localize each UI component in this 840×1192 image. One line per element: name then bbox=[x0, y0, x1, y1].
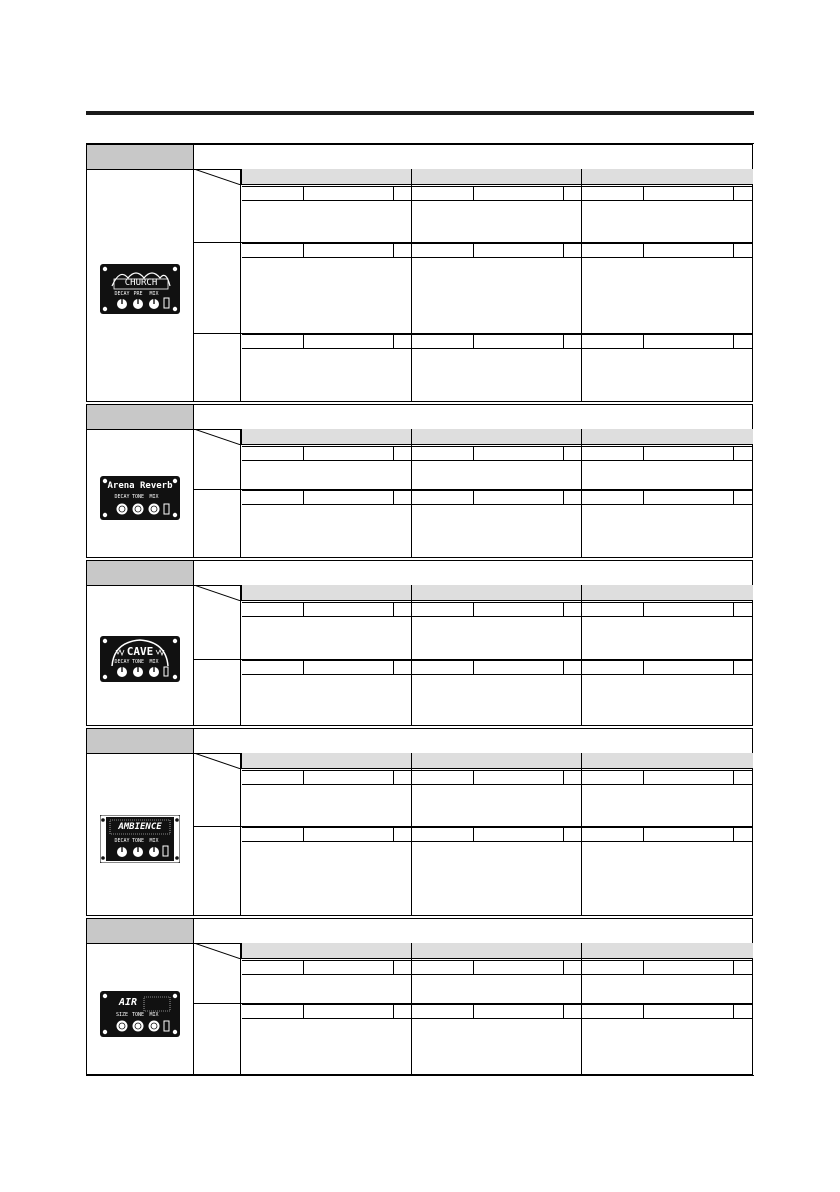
param-range-cell bbox=[644, 1005, 734, 1018]
column-header-2 bbox=[411, 585, 581, 601]
column-header-2 bbox=[411, 169, 581, 185]
row-label-column bbox=[194, 429, 241, 557]
param-name-cell bbox=[242, 491, 304, 504]
knob-label-1: DECAY bbox=[114, 291, 130, 297]
effect-section-air bbox=[86, 918, 753, 1075]
column-header-1 bbox=[241, 429, 411, 445]
section-header bbox=[87, 729, 752, 754]
param-name-cell bbox=[412, 828, 474, 841]
column-header-3 bbox=[581, 429, 753, 445]
top-rule bbox=[86, 111, 754, 115]
icon-display-text: Arena Reverb bbox=[107, 481, 173, 491]
param-bar bbox=[242, 827, 753, 842]
param-range-cell bbox=[644, 491, 734, 504]
param-range-cell bbox=[304, 491, 394, 504]
param-group bbox=[242, 187, 412, 200]
param-name-cell bbox=[582, 661, 644, 674]
param-range-cell bbox=[304, 1005, 394, 1018]
param-name-cell bbox=[582, 244, 644, 257]
param-name-cell bbox=[242, 187, 304, 200]
param-bar bbox=[242, 1004, 753, 1019]
church-amp-icon bbox=[100, 264, 180, 314]
param-range-cell bbox=[304, 603, 394, 616]
param-group bbox=[582, 961, 753, 974]
effect-name-cell bbox=[87, 729, 194, 753]
param-range-cell bbox=[474, 771, 564, 784]
column-header-1 bbox=[241, 943, 411, 959]
param-name-cell bbox=[412, 335, 474, 348]
param-name-cell bbox=[242, 961, 304, 974]
column-header-1 bbox=[241, 169, 411, 185]
param-range-cell bbox=[474, 491, 564, 504]
section-header bbox=[87, 405, 752, 430]
effect-icon-cell bbox=[87, 169, 194, 401]
effect-section-arena bbox=[86, 404, 753, 558]
param-name-cell bbox=[242, 603, 304, 616]
effect-name-cell bbox=[87, 405, 194, 429]
param-group bbox=[582, 1005, 753, 1018]
column-header-3 bbox=[581, 585, 753, 601]
ambience-amp-icon bbox=[100, 815, 180, 863]
param-group bbox=[242, 661, 412, 674]
param-group bbox=[242, 335, 412, 348]
param-name-cell bbox=[412, 961, 474, 974]
param-bar bbox=[242, 446, 753, 461]
param-range-cell bbox=[474, 244, 564, 257]
param-name-cell bbox=[582, 771, 644, 784]
param-group bbox=[412, 1005, 582, 1018]
param-bar bbox=[242, 186, 753, 201]
param-group bbox=[412, 244, 582, 257]
param-range-cell bbox=[474, 1005, 564, 1018]
row-label-column bbox=[194, 169, 241, 401]
param-name-cell bbox=[582, 187, 644, 200]
param-name-cell bbox=[582, 335, 644, 348]
effect-name-cell bbox=[87, 145, 194, 169]
param-range-cell bbox=[474, 661, 564, 674]
param-group bbox=[242, 771, 412, 784]
param-range-cell bbox=[644, 187, 734, 200]
knob-label-1: SIZE bbox=[115, 1012, 129, 1018]
param-name-cell bbox=[582, 828, 644, 841]
param-group bbox=[242, 491, 412, 504]
column-header-2 bbox=[411, 429, 581, 445]
param-group bbox=[582, 828, 753, 841]
param-group bbox=[412, 335, 582, 348]
param-name-cell bbox=[582, 1005, 644, 1018]
param-range-cell bbox=[644, 335, 734, 348]
param-name-cell bbox=[582, 491, 644, 504]
effect-section-church bbox=[86, 144, 753, 402]
param-range-cell bbox=[474, 447, 564, 460]
knob-label-3: MIX bbox=[149, 291, 159, 297]
param-name-cell bbox=[412, 244, 474, 257]
param-group bbox=[582, 335, 753, 348]
effect-section-cave bbox=[86, 560, 753, 726]
param-range-cell bbox=[644, 828, 734, 841]
param-name-cell bbox=[412, 447, 474, 460]
icon-display-text: AMBIENCE bbox=[118, 822, 162, 832]
param-range-cell bbox=[474, 828, 564, 841]
param-range-cell bbox=[304, 335, 394, 348]
knob-label-2: TONE bbox=[131, 659, 145, 665]
param-range-cell bbox=[304, 187, 394, 200]
icon-display-text: AIR bbox=[118, 997, 138, 1008]
param-group bbox=[412, 447, 582, 460]
param-name-cell bbox=[412, 661, 474, 674]
param-name-cell bbox=[242, 335, 304, 348]
param-bar bbox=[242, 243, 753, 258]
param-range-cell bbox=[474, 187, 564, 200]
air-amp-icon bbox=[100, 991, 180, 1037]
row-label-column bbox=[194, 943, 241, 1074]
knob-label-2: PRE bbox=[133, 291, 143, 297]
param-group bbox=[582, 661, 753, 674]
section-header bbox=[87, 561, 752, 586]
param-range-cell bbox=[304, 244, 394, 257]
knob-label-1: DECAY bbox=[114, 659, 130, 665]
param-group bbox=[412, 491, 582, 504]
param-name-cell bbox=[242, 244, 304, 257]
param-name-cell bbox=[242, 1005, 304, 1018]
param-group bbox=[582, 491, 753, 504]
param-name-cell bbox=[242, 661, 304, 674]
knob-label-3: MIX bbox=[149, 659, 159, 665]
param-name-cell bbox=[242, 771, 304, 784]
column-header-1 bbox=[241, 753, 411, 769]
effect-icon-cell bbox=[87, 585, 194, 725]
param-range-cell bbox=[474, 603, 564, 616]
param-group bbox=[242, 447, 412, 460]
bottom-rule bbox=[86, 1075, 754, 1076]
param-group bbox=[412, 187, 582, 200]
section-header bbox=[87, 919, 752, 944]
param-name-cell bbox=[412, 187, 474, 200]
param-name-cell bbox=[412, 1005, 474, 1018]
knob-label-3: MIX bbox=[149, 1012, 159, 1018]
param-name-cell bbox=[582, 447, 644, 460]
param-range-cell bbox=[644, 244, 734, 257]
effect-name-cell bbox=[87, 561, 194, 585]
param-range-cell bbox=[474, 961, 564, 974]
effect-icon-cell bbox=[87, 943, 194, 1074]
param-group bbox=[412, 771, 582, 784]
param-bar bbox=[242, 660, 753, 675]
param-range-cell bbox=[644, 603, 734, 616]
param-group bbox=[242, 828, 412, 841]
column-header-3 bbox=[581, 753, 753, 769]
param-range-cell bbox=[304, 661, 394, 674]
param-group bbox=[242, 961, 412, 974]
column-header-2 bbox=[411, 753, 581, 769]
column-header-3 bbox=[581, 943, 753, 959]
knob-label-2: TONE bbox=[131, 838, 145, 844]
param-group bbox=[412, 961, 582, 974]
param-group bbox=[582, 603, 753, 616]
param-name-cell bbox=[412, 603, 474, 616]
knob-label-3: MIX bbox=[149, 838, 159, 844]
param-range-cell bbox=[304, 771, 394, 784]
param-range-cell bbox=[304, 828, 394, 841]
param-name-cell bbox=[582, 961, 644, 974]
icon-display-text: CAVE bbox=[126, 645, 154, 658]
param-bar bbox=[242, 602, 753, 617]
icon-display-text: CHURCH bbox=[124, 278, 158, 288]
knob-label-2: TONE bbox=[131, 1012, 145, 1018]
param-group bbox=[242, 244, 412, 257]
column-header-1 bbox=[241, 585, 411, 601]
param-name-cell bbox=[242, 447, 304, 460]
param-range-cell bbox=[304, 961, 394, 974]
param-group bbox=[582, 187, 753, 200]
param-group bbox=[582, 244, 753, 257]
row-label-column bbox=[194, 585, 241, 725]
section-header bbox=[87, 145, 752, 170]
knob-label-2: TONE bbox=[131, 494, 145, 500]
param-range-cell bbox=[644, 771, 734, 784]
param-range-cell bbox=[644, 661, 734, 674]
param-group bbox=[242, 603, 412, 616]
column-header-3 bbox=[581, 169, 753, 185]
column-header-2 bbox=[411, 943, 581, 959]
param-name-cell bbox=[242, 828, 304, 841]
param-range-cell bbox=[474, 335, 564, 348]
effect-icon-cell bbox=[87, 753, 194, 915]
param-group bbox=[412, 828, 582, 841]
knob-label-3: MIX bbox=[149, 494, 159, 500]
cave-amp-icon bbox=[100, 636, 180, 682]
knob-label-1: DECAY bbox=[114, 838, 130, 844]
param-name-cell bbox=[412, 771, 474, 784]
param-bar bbox=[242, 960, 753, 975]
param-range-cell bbox=[644, 961, 734, 974]
row-label-column bbox=[194, 753, 241, 915]
param-group bbox=[582, 771, 753, 784]
param-bar bbox=[242, 490, 753, 505]
arena-reverb-amp-icon bbox=[100, 476, 180, 520]
param-name-cell bbox=[412, 491, 474, 504]
param-name-cell bbox=[582, 603, 644, 616]
param-range-cell bbox=[304, 447, 394, 460]
knob-label-1: DECAY bbox=[114, 494, 130, 500]
effect-icon-cell bbox=[87, 429, 194, 557]
param-group bbox=[582, 447, 753, 460]
param-bar bbox=[242, 334, 753, 349]
param-range-cell bbox=[644, 447, 734, 460]
param-bar bbox=[242, 770, 753, 785]
effect-section-ambience bbox=[86, 728, 753, 916]
param-group bbox=[242, 1005, 412, 1018]
effect-name-cell bbox=[87, 919, 194, 943]
param-group bbox=[412, 603, 582, 616]
param-group bbox=[412, 661, 582, 674]
